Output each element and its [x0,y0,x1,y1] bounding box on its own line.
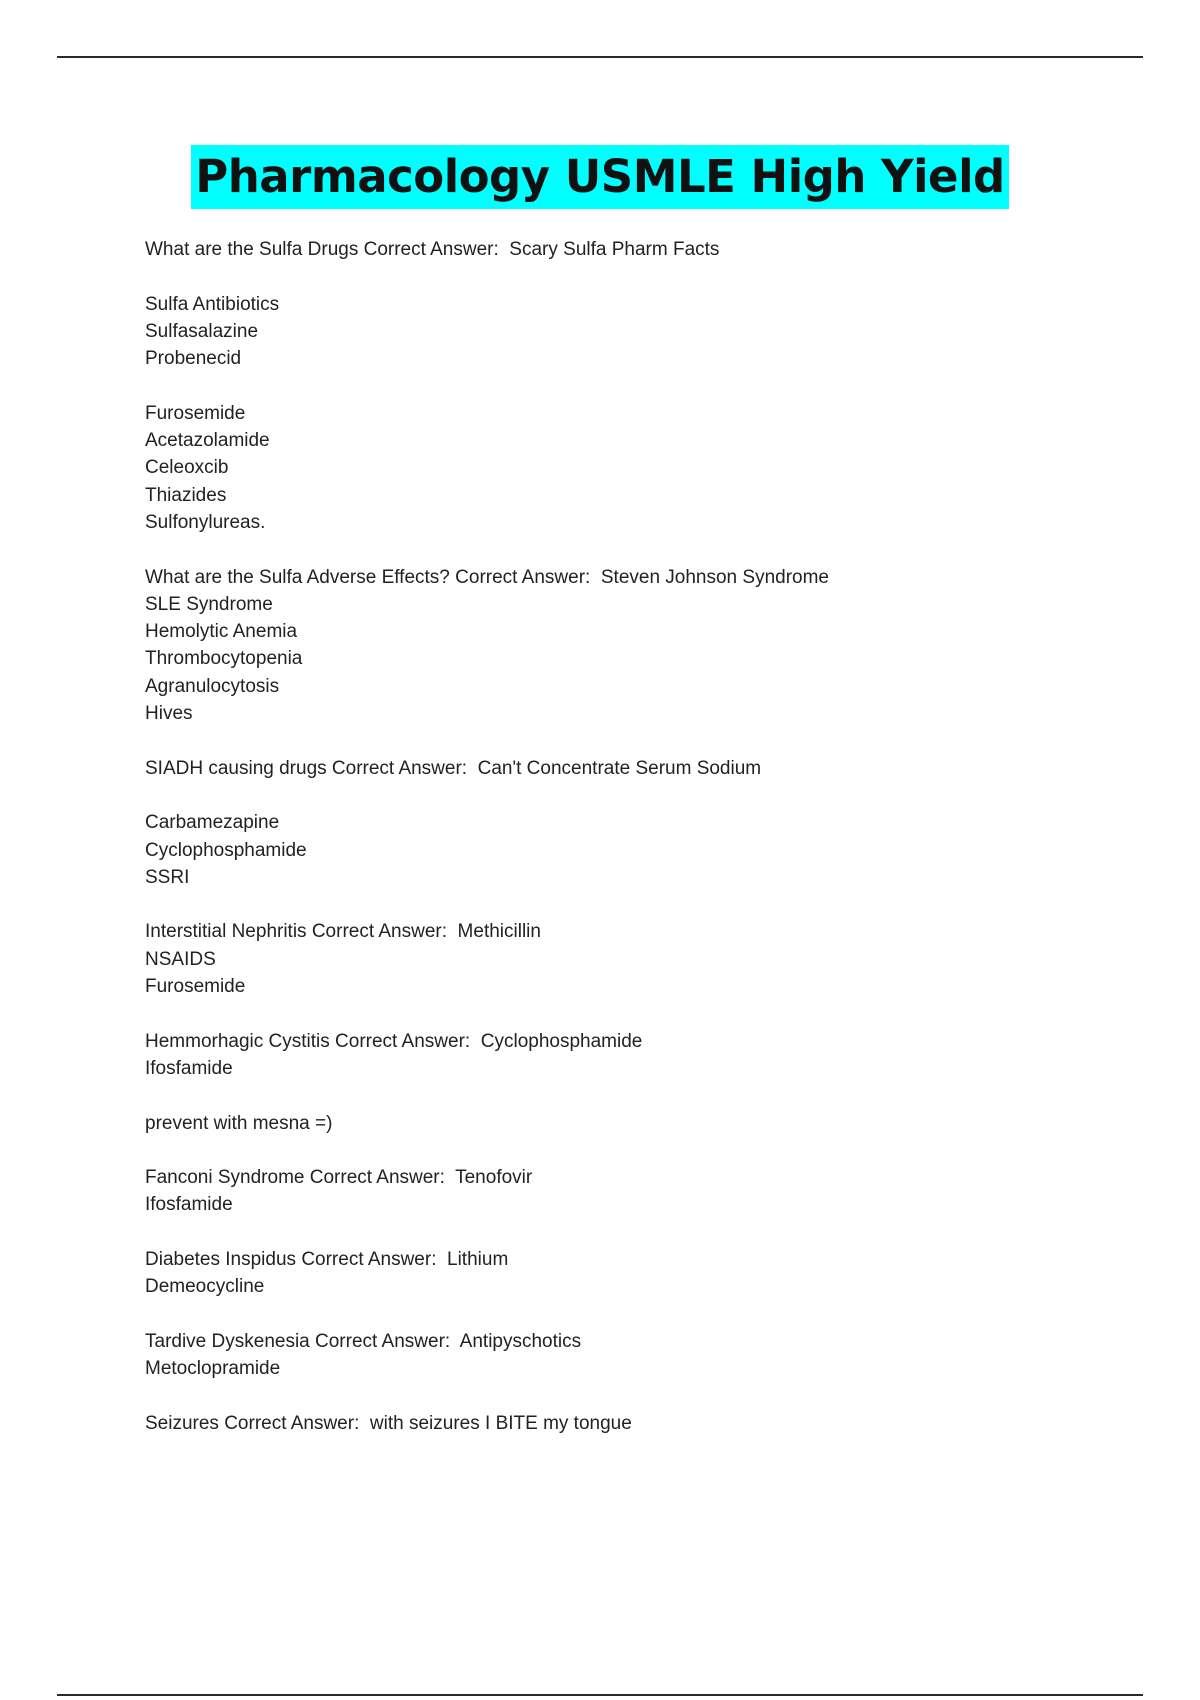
blank-line [145,891,1145,918]
text-line: Agranulocytosis [145,675,280,697]
blank-line [145,1000,1145,1027]
text-line: Sulfonylureas. [145,511,266,533]
text-line: SIADH causing drugs Correct Answer: Can't Concentrate Serum Sodium [145,757,762,779]
document-body [145,236,1145,1437]
blank-line [145,1219,1145,1246]
text-line: Celeoxcib [145,457,229,479]
text-line: Seizures Correct Answer: with seizures I BITE my tongue [145,1412,632,1434]
text-line: Probenecid [145,348,242,370]
text-line: Hemmorhagic Cystitis Correct Answer: Cyclophosphamide [145,1030,643,1052]
blank-line [145,1382,1145,1409]
text-line: Carbamezapine [145,812,280,834]
title-container [0,145,1200,209]
header-rule [57,56,1143,58]
text-line: Furosemide [145,402,246,424]
text-line: Diabetes Inspidus Correct Answer: Lithium [145,1248,509,1270]
text-line: Tardive Dyskenesia Correct Answer: Antipyschotics [145,1330,582,1352]
text-line: SSRI [145,866,190,888]
text-line: Interstitial Nephritis Correct Answer: Methicillin [145,921,541,943]
blank-line [145,263,1145,290]
text-line: Ifosfamide [145,1057,233,1079]
blank-line [145,1082,1145,1109]
text-line: prevent with mesna =) [145,1112,333,1134]
blank-line [145,727,1145,754]
text-line: Acetazolamide [145,430,270,452]
blank-line [145,1137,1145,1164]
text-line: NSAIDS [145,948,216,970]
text-line: Sulfasalazine [145,320,259,342]
text-line: Ifosfamide [145,1194,233,1216]
text-line: Sulfa Antibiotics [145,293,280,315]
text-line: Thrombocytopenia [145,648,303,670]
text-line: Metoclopramide [145,1358,281,1380]
text-line: Thiazides [145,484,227,506]
footer-rule [57,1694,1143,1696]
document-title: Pharmacology USMLE High Yield [191,145,1008,209]
text-line: What are the Sulfa Adverse Effects? Correct Answer: Steven Johnson Syndrome [145,566,829,588]
text-line: Furosemide [145,976,246,998]
blank-line [145,372,1145,399]
text-line: Hives [145,703,193,725]
text-line: Hemolytic Anemia [145,621,298,643]
text-line: Fanconi Syndrome Correct Answer: Tenofovir [145,1167,533,1189]
text-line: What are the Sulfa Drugs Correct Answer: Scary Sulfa Pharm Facts [145,239,720,260]
text-line: SLE Syndrome [145,593,273,615]
text-line: Demeocycline [145,1276,265,1298]
blank-line [145,1301,1145,1328]
blank-line [145,782,1145,809]
text-line: Cyclophosphamide [145,839,307,861]
blank-line [145,536,1145,563]
